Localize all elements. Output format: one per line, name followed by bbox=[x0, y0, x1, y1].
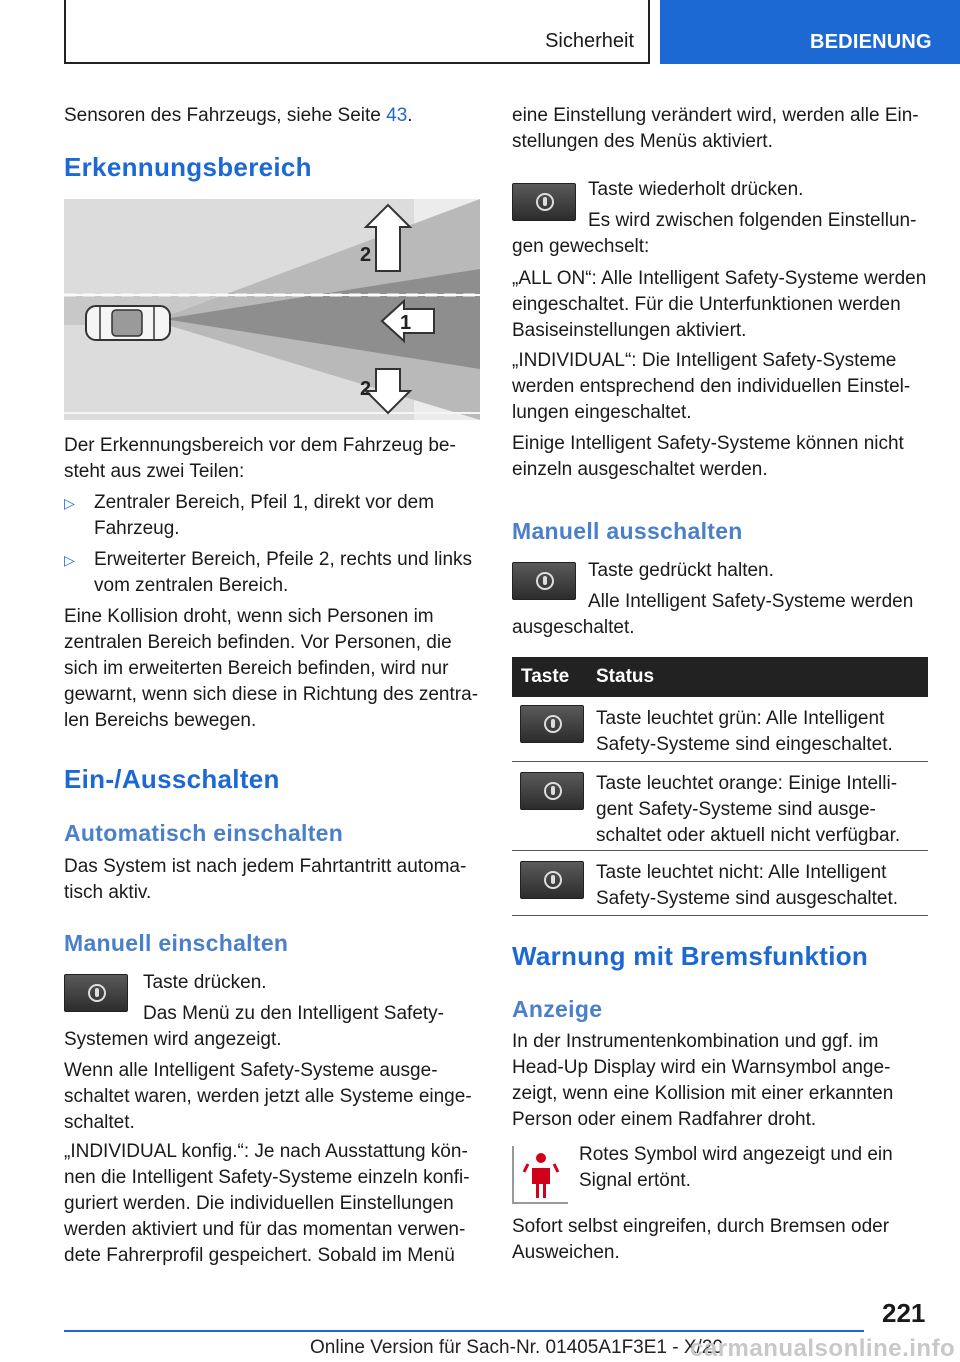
heading-brake: Warnung mit Bremsfunktion bbox=[512, 941, 869, 971]
page-link[interactable]: 43 bbox=[386, 105, 408, 126]
table-row bbox=[512, 697, 928, 762]
some-systems-paragraph: Einige Intelligent Safety-Systeme können nicht einzeln ausgeschaltet werden. bbox=[512, 433, 904, 480]
bullet-text: Erweiterter Bereich, Pfeile 2, rechts und links vom zentralen Bereich. bbox=[94, 549, 473, 596]
key-green-icon bbox=[520, 705, 584, 743]
heading-display: Anzeige bbox=[512, 996, 603, 1022]
hold-paragraph: Taste gedrückt halten. bbox=[588, 560, 774, 581]
footer-divider bbox=[64, 1330, 864, 1332]
heading-manual-on: Manuell einschalten bbox=[64, 930, 289, 956]
press-again-paragraph: Taste wiederholt drücken. bbox=[588, 179, 804, 200]
table-row bbox=[512, 851, 928, 916]
table-row bbox=[512, 762, 928, 851]
intro-text: Sensoren des Fahrzeugs, siehe Seite bbox=[64, 105, 387, 126]
continued-paragraph: eine Einstellung verändert wird, werden alle Einstellungen des Menüs aktiviert. bbox=[512, 105, 919, 152]
individual-mode-paragraph: „INDIVIDUAL“: Die Intelligent Safety-Systeme werden entsprechend den individuellen Einstellungen eingeschaltet. bbox=[512, 350, 911, 423]
key-status-table bbox=[512, 657, 928, 916]
all-off-paragraph: Wenn alle Intelligent Safety-Systeme ausgeschaltet waren, werden jetzt alle Systeme eingeschaltet. bbox=[64, 1060, 472, 1133]
col-status-header: Status bbox=[596, 666, 655, 687]
status-text: Taste leuchtet grün: Alle Intelligent Safety-Systeme sind eingeschaltet. bbox=[596, 708, 893, 755]
all-disabled-paragraph: Alle Intelligent Safety-Systeme werden ausgeschaltet. bbox=[512, 591, 914, 638]
chapter-tab[interactable] bbox=[660, 0, 960, 64]
heading-detection: Erkennungsbereich bbox=[64, 152, 312, 182]
figure-label-2-top: 2 bbox=[360, 244, 372, 266]
detection-diagram bbox=[64, 199, 480, 420]
chapter-title: BEDIENUNG bbox=[810, 31, 932, 53]
individual-paragraph: „INDIVIDUAL konfig.“: Je nach Ausstattung können die Intelligent Safety-Systeme einzeln konfiguriert werden. Die individuellen Einstellungen werden aktiviert und für das momentan verwendete Fahrerprofil gespeichert. Sobald im Menü bbox=[64, 1141, 470, 1266]
online-version-text: Online Version für Sach-Nr. 01405A1F3E1 - X/20 bbox=[310, 1337, 723, 1358]
bullet-text: Zentraler Bereich, Pfeil 1, direkt vor dem Fahrzeug. bbox=[94, 492, 435, 539]
header-box bbox=[64, 0, 650, 64]
status-text: Taste leuchtet nicht: Alle Intelligent Safety-Systeme sind ausgeschaltet. bbox=[596, 862, 899, 909]
display-paragraph: In der Instrumentenkombination und ggf. im Head-Up Display wird ein Warnsymbol angezeigt, wenn eine Kollision mit einer erkannten Person oder einem Radfahrer droht. bbox=[512, 1031, 894, 1130]
section-title: Sicherheit bbox=[545, 30, 634, 52]
detection-paragraph: Der Erkennungsbereich vor dem Fahrzeug besteht aus zwei Teilen: bbox=[64, 435, 456, 482]
bullet-triangle-icon: ▷ bbox=[64, 495, 75, 511]
detection-figure bbox=[64, 199, 480, 420]
col-key-header: Taste bbox=[521, 666, 570, 687]
page-number: 221 bbox=[882, 1298, 926, 1328]
all-on-paragraph: „ALL ON“: Alle Intelligent Safety-Systeme werden eingeschaltet. Für die Unterfunktionen werden Basiseinstellungen aktiviert. bbox=[512, 268, 927, 341]
car-icon bbox=[86, 306, 170, 340]
bullet-triangle-icon: ▷ bbox=[64, 552, 75, 568]
press-paragraph: Taste drücken. bbox=[143, 972, 267, 993]
status-text: Taste leuchtet orange: Einige Intelligent Safety-Systeme sind ausgeschaltet oder aktuell nicht verfügbar. bbox=[596, 773, 901, 846]
switch-paragraph: Es wird zwischen folgenden Einstellungen gewechselt: bbox=[512, 210, 917, 257]
key-off-icon bbox=[520, 861, 584, 899]
table-header bbox=[512, 657, 928, 697]
collision-paragraph: Eine Kollision droht, wenn sich Personen im zentralen Bereich befinden. Vor Personen, die sich im erweiterten Bereich befinden, wird nur gewarnt, wenn sich diese in Richtung des zentralen Bereichs bewegen. bbox=[64, 606, 479, 731]
heading-manual-off: Manuell ausschalten bbox=[512, 518, 743, 544]
heading-onoff: Ein-/Ausschalten bbox=[64, 764, 280, 794]
heading-auto-on: Automatisch einschalten bbox=[64, 820, 344, 846]
figure-label-1: 1 bbox=[400, 312, 412, 334]
watermark: carmanualsonline.info bbox=[690, 1335, 956, 1362]
pedestrian-warning-icon bbox=[512, 1146, 568, 1204]
menu-paragraph: Das Menü zu den Intelligent Safety-Systemen wird angezeigt. bbox=[64, 1003, 445, 1050]
act-paragraph: Sofort selbst eingreifen, durch Bremsen oder Ausweichen. bbox=[512, 1216, 890, 1263]
auto-on-paragraph: Das System ist nach jedem Fahrtantritt automatisch aktiv. bbox=[64, 856, 467, 903]
figure-label-2-bottom: 2 bbox=[360, 378, 372, 400]
key-orange-icon bbox=[520, 772, 584, 810]
red-symbol-paragraph: Rotes Symbol wird angezeigt und ein Signal ertönt. bbox=[579, 1144, 893, 1191]
intro-end: . bbox=[407, 105, 413, 126]
intro-paragraph bbox=[64, 103, 480, 129]
